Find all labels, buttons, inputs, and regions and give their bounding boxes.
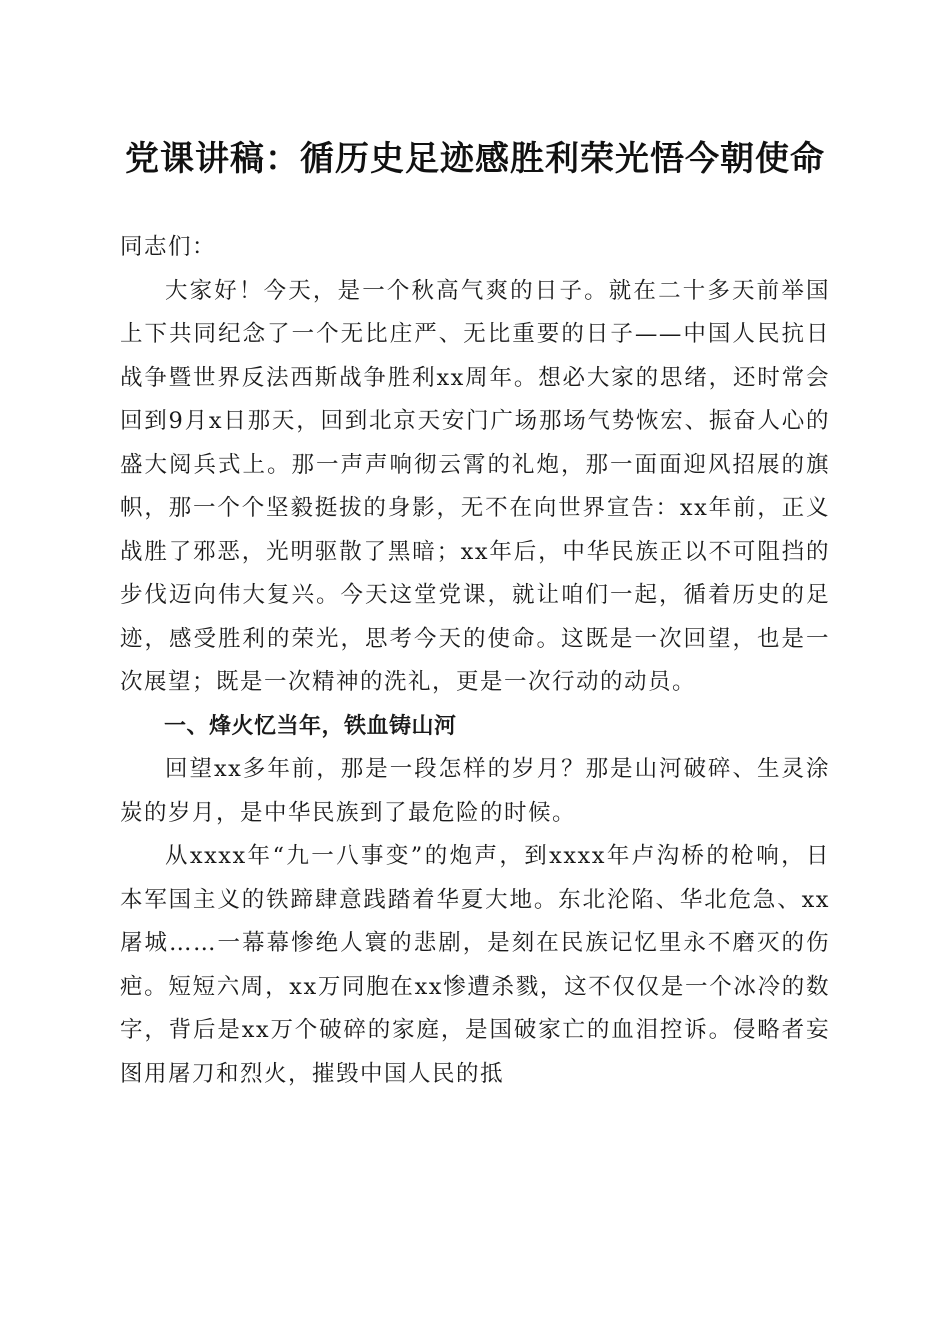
section-paragraph-1: 回望xx多年前，那是一段怎样的岁月？那是山河破碎、生灵涂炭的岁月，是中华民族到了最危险的时候。 — [120, 756, 830, 826]
section-paragraph-2: 从xxxx年“九一八事变”的炮声，到xxxx年卢沟桥的枪响，日本军国主义的铁蹄肆意践踏着华夏大地。东北沦陷、华北危急、xx屠城……一幕幕惨绝人寰的悲剧，是刻在民族记忆里永不磨灭的伤疤。短短六周，xx万同胞在xx惨遭杀戮，这不仅仅是一个冰冷的数字，背后是xx万个破碎的家庭，是国破家亡的血泪控诉。侵略者妄图用屠刀和烈火，摧毁中国人民的抵 — [120, 843, 830, 1087]
intro-paragraph: 大家好！今天，是一个秋高气爽的日子。就在二十多天前举国上下共同纪念了一个无比庄严、无比重要的日子——中国人民抗日战争暨世界反法西斯战争胜利xx周年。想必大家的思绪，还时常会回到9月x日那天，回到北京天安门广场那场气势恢宏、振奋人心的盛大阅兵式上。那一声声响彻云霄的礼炮，那一面面迎风招展的旗帜，那一个个坚毅挺拔的身影，无不在向世界宣告：xx年前，正义战胜了邪恶，光明驱散了黑暗；xx年后，中华民族正以不可阻挡的步伐迈向伟大复兴。今天这堂党课，就让咱们一起，循着历史的足迹，感受胜利的荣光，思考今天的使命。这既是一次回望，也是一次展望；既是一次精神的洗礼，更是一次行动的动员。 — [120, 277, 830, 695]
salutation: 同志们： — [120, 234, 217, 260]
document-title: 党课讲稿：循历史足迹感胜利荣光悟今朝使命 — [125, 139, 825, 179]
section-heading: 一、烽火忆当年，铁血铸山河 — [164, 713, 457, 739]
document-body — [120, 226, 830, 1096]
